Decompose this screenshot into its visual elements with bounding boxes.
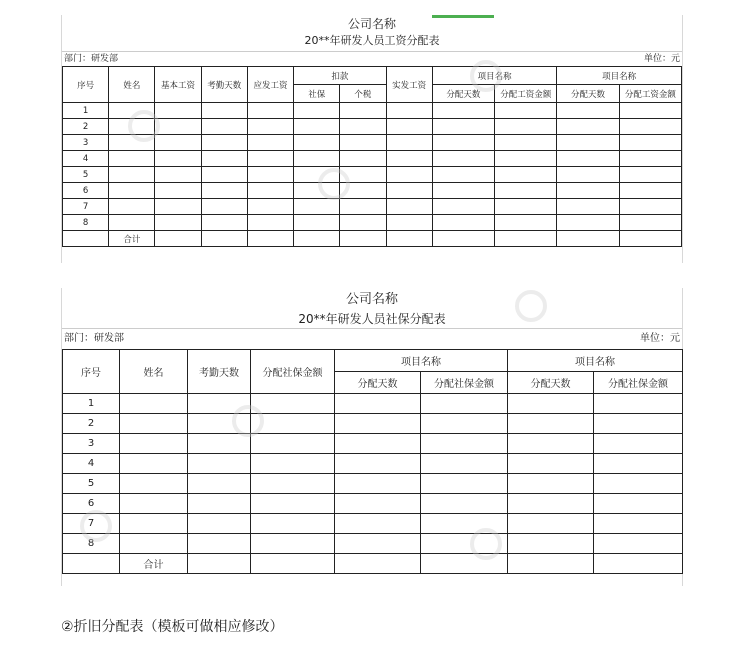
table-cell[interactable] [619, 167, 681, 183]
row-number[interactable]: 6 [63, 183, 109, 199]
table-cell[interactable] [386, 215, 432, 231]
table-cell[interactable] [340, 199, 386, 215]
table-cell[interactable] [335, 434, 421, 454]
row-number[interactable]: 7 [63, 199, 109, 215]
table-cell[interactable] [155, 151, 201, 167]
table-cell[interactable] [508, 554, 594, 574]
table-cell[interactable] [421, 454, 508, 474]
table-cell[interactable] [432, 151, 494, 167]
table-cell[interactable] [251, 494, 335, 514]
table-cell[interactable] [251, 394, 335, 414]
table-row [63, 183, 682, 199]
table-row [63, 151, 682, 167]
table-cell[interactable] [421, 394, 508, 414]
table-cell[interactable] [421, 534, 508, 554]
row-number[interactable]: 3 [63, 135, 109, 151]
table-cell[interactable] [386, 183, 432, 199]
table-cell[interactable] [508, 534, 594, 554]
table-cell[interactable] [340, 103, 386, 119]
header-alloc-days: 分配天数 [508, 372, 594, 394]
table-cell[interactable] [386, 103, 432, 119]
table-cell[interactable] [201, 167, 247, 183]
table-cell[interactable] [421, 414, 508, 434]
header-alloc-social-amount: 分配社保金额 [421, 372, 508, 394]
header-base-salary: 基本工资 [155, 67, 201, 103]
table-cell[interactable] [294, 199, 340, 215]
table-cell[interactable] [386, 135, 432, 151]
table-cell[interactable] [495, 135, 557, 151]
table-cell[interactable] [340, 135, 386, 151]
table-cell[interactable] [188, 434, 251, 454]
table-cell[interactable] [619, 151, 681, 167]
table-cell[interactable] [188, 554, 251, 574]
table-cell[interactable] [247, 183, 293, 199]
table-cell[interactable] [386, 151, 432, 167]
table-cell[interactable] [619, 231, 681, 247]
table-cell[interactable] [120, 394, 188, 414]
row-number[interactable]: 2 [63, 119, 109, 135]
table-cell[interactable] [335, 534, 421, 554]
social-insurance-sheet [61, 288, 683, 586]
company-name: 公司名称 [347, 17, 396, 31]
table-cell[interactable] [432, 215, 494, 231]
table-row [63, 135, 682, 151]
table-cell[interactable] [421, 474, 508, 494]
table-cell[interactable] [201, 151, 247, 167]
table-cell[interactable] [340, 119, 386, 135]
table-cell[interactable] [294, 231, 340, 247]
table-cell[interactable] [421, 434, 508, 454]
department-label: 部门：研发部 [64, 333, 124, 344]
table-cell[interactable] [557, 167, 619, 183]
table-cell[interactable] [294, 215, 340, 231]
table-cell[interactable] [557, 183, 619, 199]
header-net-salary: 实发工资 [386, 67, 432, 103]
table-cell[interactable] [201, 119, 247, 135]
company-name: 公司名称 [345, 292, 398, 307]
header-project-2: 项目名称 [508, 350, 683, 372]
table-cell[interactable] [155, 183, 201, 199]
table-cell[interactable] [619, 215, 681, 231]
table-cell[interactable] [120, 414, 188, 434]
table-cell[interactable] [495, 231, 557, 247]
table-cell[interactable] [155, 119, 201, 135]
table-cell[interactable] [594, 394, 683, 414]
table-cell[interactable] [294, 167, 340, 183]
section-caption: ②折旧分配表（模板可做相应修改） [61, 619, 284, 635]
table-cell[interactable] [594, 554, 683, 574]
table-cell[interactable] [432, 135, 494, 151]
table-cell[interactable] [251, 514, 335, 534]
table-cell[interactable] [188, 474, 251, 494]
table-cell[interactable] [495, 119, 557, 135]
table-cell[interactable] [495, 151, 557, 167]
table-cell[interactable] [109, 215, 155, 231]
total-label[interactable]: 合计 [109, 231, 155, 247]
table-cell[interactable] [340, 167, 386, 183]
table-cell[interactable] [557, 151, 619, 167]
table-cell[interactable] [247, 215, 293, 231]
table-cell[interactable] [294, 135, 340, 151]
table-row [63, 414, 683, 434]
row-number[interactable]: 3 [63, 434, 120, 454]
table-cell[interactable] [495, 167, 557, 183]
header-tax: 个税 [340, 85, 386, 103]
table-cell[interactable] [619, 183, 681, 199]
table-cell[interactable] [63, 231, 109, 247]
table-cell[interactable] [247, 199, 293, 215]
table-cell[interactable] [155, 215, 201, 231]
header-social: 社保 [294, 85, 340, 103]
total-label[interactable]: 合计 [120, 554, 188, 574]
table-cell[interactable] [155, 167, 201, 183]
header-alloc-social-amount: 分配社保金额 [594, 372, 683, 394]
table-cell[interactable] [386, 119, 432, 135]
table-cell[interactable] [251, 474, 335, 494]
table-cell[interactable] [619, 103, 681, 119]
table-row [63, 534, 683, 554]
table-row [63, 514, 683, 534]
table-cell[interactable] [557, 215, 619, 231]
table-cell[interactable] [386, 167, 432, 183]
table-cell[interactable] [335, 494, 421, 514]
table-cell[interactable] [386, 199, 432, 215]
header-seq: 序号 [63, 350, 120, 394]
table-cell[interactable] [201, 199, 247, 215]
table-cell[interactable] [594, 474, 683, 494]
table-row [63, 103, 682, 119]
table-cell[interactable] [557, 103, 619, 119]
table-cell[interactable] [557, 231, 619, 247]
table-cell[interactable] [335, 554, 421, 574]
table-row [63, 167, 682, 183]
table-cell[interactable] [340, 215, 386, 231]
total-row [63, 554, 683, 574]
table-cell[interactable] [294, 119, 340, 135]
row-number[interactable]: 4 [63, 454, 120, 474]
table-cell[interactable] [557, 199, 619, 215]
table-cell[interactable] [109, 135, 155, 151]
table-row [63, 474, 683, 494]
table-cell[interactable] [247, 231, 293, 247]
header-project-2: 项目名称 [557, 67, 682, 85]
table-cell[interactable] [188, 534, 251, 554]
table-cell[interactable] [155, 135, 201, 151]
table-cell[interactable] [508, 394, 594, 414]
table-cell[interactable] [155, 199, 201, 215]
table-cell[interactable] [495, 215, 557, 231]
table-cell[interactable] [335, 514, 421, 534]
table-cell[interactable] [619, 199, 681, 215]
row-number[interactable]: 1 [63, 103, 109, 119]
selection-indicator [432, 15, 494, 18]
table-row [63, 434, 683, 454]
row-number[interactable]: 6 [63, 494, 120, 514]
table-cell[interactable] [247, 103, 293, 119]
row-number[interactable]: 7 [63, 514, 120, 534]
table-cell[interactable] [557, 135, 619, 151]
row-number[interactable]: 2 [63, 414, 120, 434]
header-name: 姓名 [109, 67, 155, 103]
table-cell[interactable] [335, 414, 421, 434]
header-alloc-days: 分配天数 [432, 85, 494, 103]
table-cell[interactable] [335, 454, 421, 474]
table-cell[interactable] [251, 534, 335, 554]
table-cell[interactable] [340, 151, 386, 167]
row-number[interactable]: 5 [63, 167, 109, 183]
sheet-title: 20**年研发人员社保分配表 [298, 312, 446, 326]
total-row [63, 231, 682, 247]
table-cell[interactable] [294, 103, 340, 119]
table-cell[interactable] [188, 414, 251, 434]
table-cell[interactable] [247, 135, 293, 151]
table-cell[interactable] [63, 554, 120, 574]
table-cell[interactable] [109, 151, 155, 167]
table-cell[interactable] [120, 474, 188, 494]
table-cell[interactable] [251, 434, 335, 454]
table-cell[interactable] [188, 394, 251, 414]
header-seq: 序号 [63, 67, 109, 103]
table-cell[interactable] [495, 199, 557, 215]
department-label: 部门：研发部 [64, 54, 119, 64]
table-cell[interactable] [251, 454, 335, 474]
table-cell[interactable] [594, 534, 683, 554]
sheet-title: 20**年研发人员工资分配表 [304, 34, 440, 47]
table-cell[interactable] [188, 454, 251, 474]
table-cell[interactable] [508, 414, 594, 434]
table-cell[interactable] [120, 454, 188, 474]
header-project-1: 项目名称 [432, 67, 557, 85]
table-cell[interactable] [508, 434, 594, 454]
table-cell[interactable] [508, 494, 594, 514]
table-cell[interactable] [109, 183, 155, 199]
sheet-meta [62, 51, 682, 66]
table-row [63, 215, 682, 231]
unit-label: 单位：元 [640, 333, 680, 344]
header-attendance: 考勤天数 [188, 350, 251, 394]
table-cell[interactable] [432, 183, 494, 199]
table-cell[interactable] [201, 231, 247, 247]
table-cell[interactable] [508, 514, 594, 534]
table-cell[interactable] [386, 231, 432, 247]
table-cell[interactable] [432, 167, 494, 183]
row-number[interactable]: 1 [63, 394, 120, 414]
table-row [63, 199, 682, 215]
header-alloc-social: 分配社保金额 [251, 350, 335, 394]
table-cell[interactable] [188, 494, 251, 514]
table-cell[interactable] [557, 119, 619, 135]
table-cell[interactable] [247, 167, 293, 183]
table-cell[interactable] [594, 454, 683, 474]
table-cell[interactable] [120, 534, 188, 554]
table-cell[interactable] [432, 119, 494, 135]
table-cell[interactable] [120, 494, 188, 514]
salary-allocation-sheet [61, 15, 683, 263]
table-cell[interactable] [201, 183, 247, 199]
table-cell[interactable] [294, 151, 340, 167]
header-name: 姓名 [120, 350, 188, 394]
table-cell[interactable] [594, 414, 683, 434]
table-cell[interactable] [495, 183, 557, 199]
table-cell[interactable] [594, 494, 683, 514]
table-cell[interactable] [109, 167, 155, 183]
table-cell[interactable] [201, 135, 247, 151]
table-cell[interactable] [155, 103, 201, 119]
row-number[interactable]: 5 [63, 474, 120, 494]
table-cell[interactable] [421, 554, 508, 574]
table-cell[interactable] [495, 103, 557, 119]
table-cell[interactable] [508, 454, 594, 474]
social-insurance-table [62, 349, 683, 574]
table-cell[interactable] [109, 103, 155, 119]
table-cell[interactable] [594, 514, 683, 534]
header-alloc-amount: 分配工资金额 [619, 85, 681, 103]
row-number[interactable]: 8 [63, 534, 120, 554]
table-cell[interactable] [251, 414, 335, 434]
table-cell[interactable] [340, 231, 386, 247]
table-cell[interactable] [594, 434, 683, 454]
header-deduction: 扣款 [294, 67, 386, 85]
header-gross-salary: 应发工资 [247, 67, 293, 103]
table-cell[interactable] [335, 394, 421, 414]
row-number[interactable]: 8 [63, 215, 109, 231]
header-alloc-days: 分配天数 [557, 85, 619, 103]
table-cell[interactable] [421, 494, 508, 514]
table-cell[interactable] [508, 474, 594, 494]
table-row [63, 454, 683, 474]
header-project-1: 项目名称 [335, 350, 508, 372]
table-cell[interactable] [432, 231, 494, 247]
table-cell[interactable] [247, 119, 293, 135]
table-row [63, 394, 683, 414]
table-cell[interactable] [109, 119, 155, 135]
table-row [63, 494, 683, 514]
table-cell[interactable] [120, 434, 188, 454]
table-row [63, 119, 682, 135]
table-cell[interactable] [201, 103, 247, 119]
table-cell[interactable] [155, 231, 201, 247]
salary-table [62, 66, 682, 247]
table-cell[interactable] [619, 135, 681, 151]
unit-label: 单位：元 [643, 54, 680, 64]
table-cell[interactable] [335, 474, 421, 494]
table-cell[interactable] [201, 215, 247, 231]
table-cell[interactable] [251, 554, 335, 574]
table-cell[interactable] [120, 514, 188, 534]
table-cell[interactable] [619, 119, 681, 135]
header-alloc-days: 分配天数 [335, 372, 421, 394]
table-cell[interactable] [188, 514, 251, 534]
sheet-meta [62, 328, 682, 349]
table-cell[interactable] [247, 151, 293, 167]
header-attendance: 考勤天数 [201, 67, 247, 103]
table-cell[interactable] [109, 199, 155, 215]
row-number[interactable]: 4 [63, 151, 109, 167]
header-alloc-amount: 分配工资金额 [495, 85, 557, 103]
table-cell[interactable] [432, 103, 494, 119]
table-cell[interactable] [340, 183, 386, 199]
table-cell[interactable] [421, 514, 508, 534]
table-cell[interactable] [294, 183, 340, 199]
table-cell[interactable] [432, 199, 494, 215]
